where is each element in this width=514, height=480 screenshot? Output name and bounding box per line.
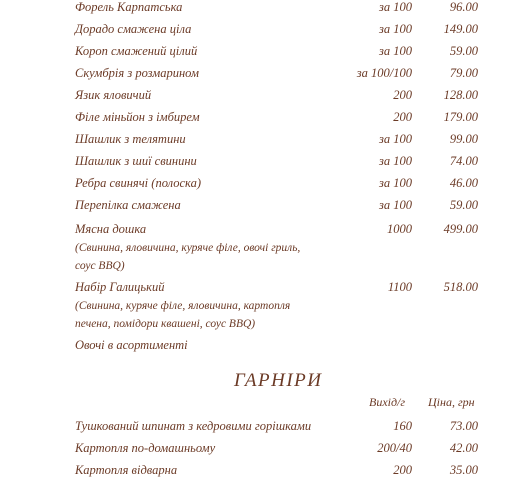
menu-item-name: Язик яловичий <box>75 88 152 102</box>
menu-item-weight: за 100 <box>378 132 412 146</box>
menu-item-price: 46.00 <box>449 176 478 190</box>
menu-item-name: Шашлик з шиї свинини <box>75 154 197 168</box>
menu-item-name: Картопля відварна <box>75 463 178 477</box>
menu-item-weight: за 100/100 <box>356 66 412 80</box>
menu-item-price: 74.00 <box>449 154 478 168</box>
menu-item-weight: 200 <box>393 110 412 124</box>
section-title-garnish: ГАРНІРИ <box>234 370 323 391</box>
menu-item-weight: 160 <box>393 419 412 433</box>
menu-item-name: Шашлик з телятини <box>75 132 186 146</box>
menu-item-weight: 200 <box>393 88 412 102</box>
menu-item-name: Скумбрія з розмарином <box>75 66 199 80</box>
menu-item-weight: за 100 <box>378 176 412 190</box>
menu-item-price: 128.00 <box>443 88 478 102</box>
menu-item-price: 42.00 <box>449 441 478 455</box>
menu-item-price: 499.00 <box>443 222 478 236</box>
menu-item-price: 99.00 <box>449 132 478 146</box>
menu-item-weight: 1100 <box>387 280 412 294</box>
menu-item-name: Мясна дошка <box>75 222 147 236</box>
menu-item-name: Форель Карпатська <box>75 0 183 14</box>
menu-item-weight: за 100 <box>378 22 412 36</box>
menu-item-price: 35.00 <box>449 463 478 477</box>
menu-item-name: Короп смажений цілий <box>75 44 198 58</box>
menu-item-name: Овочі в асортименті <box>75 338 188 352</box>
menu-item-weight: за 100 <box>378 0 412 14</box>
menu-item-price: 149.00 <box>443 22 478 36</box>
menu-item-price: 179.00 <box>443 110 478 124</box>
menu-item-name: Тушкований шпинат з кедровими горішками <box>75 419 312 433</box>
menu-item-price: 73.00 <box>449 419 478 433</box>
menu-item-description: (Свинина, яловичина, куряче філе, овочі гриль, <box>75 242 301 254</box>
menu-item-price: 79.00 <box>449 66 478 80</box>
menu-item-name: Ребра свинячі (полоска) <box>75 176 201 190</box>
menu-item-weight: 200 <box>393 463 412 477</box>
menu-item-weight: 1000 <box>387 222 412 236</box>
menu-item-weight: за 100 <box>378 154 412 168</box>
menu-item-price: 518.00 <box>443 280 478 294</box>
menu-item-price: 59.00 <box>449 198 478 212</box>
menu-item-weight: 200/40 <box>377 441 412 455</box>
menu-item-description: (Свинина, куряче філе, яловичина, картопля <box>75 300 291 312</box>
menu-item-name: Дорадо смажена ціла <box>75 22 192 36</box>
menu-item-price: 96.00 <box>449 0 478 14</box>
column-header-weight: Вихід/г <box>369 395 406 409</box>
menu-item-weight: за 100 <box>378 198 412 212</box>
menu-item-name: Набір Галицький <box>75 280 165 294</box>
menu-item-name: Перепілка смажена <box>75 198 181 212</box>
menu-item-name: Філе міньйон з імбирем <box>75 110 200 124</box>
menu-item-price: 59.00 <box>449 44 478 58</box>
menu-item-weight: за 100 <box>378 44 412 58</box>
column-header-price: Ціна, грн <box>428 395 475 409</box>
menu-item-name: Картопля по-домашньому <box>75 441 216 455</box>
menu-item-description: соус BBQ) <box>75 260 125 272</box>
menu-item-description: печена, помідори квашені, соус BBQ) <box>75 318 256 330</box>
